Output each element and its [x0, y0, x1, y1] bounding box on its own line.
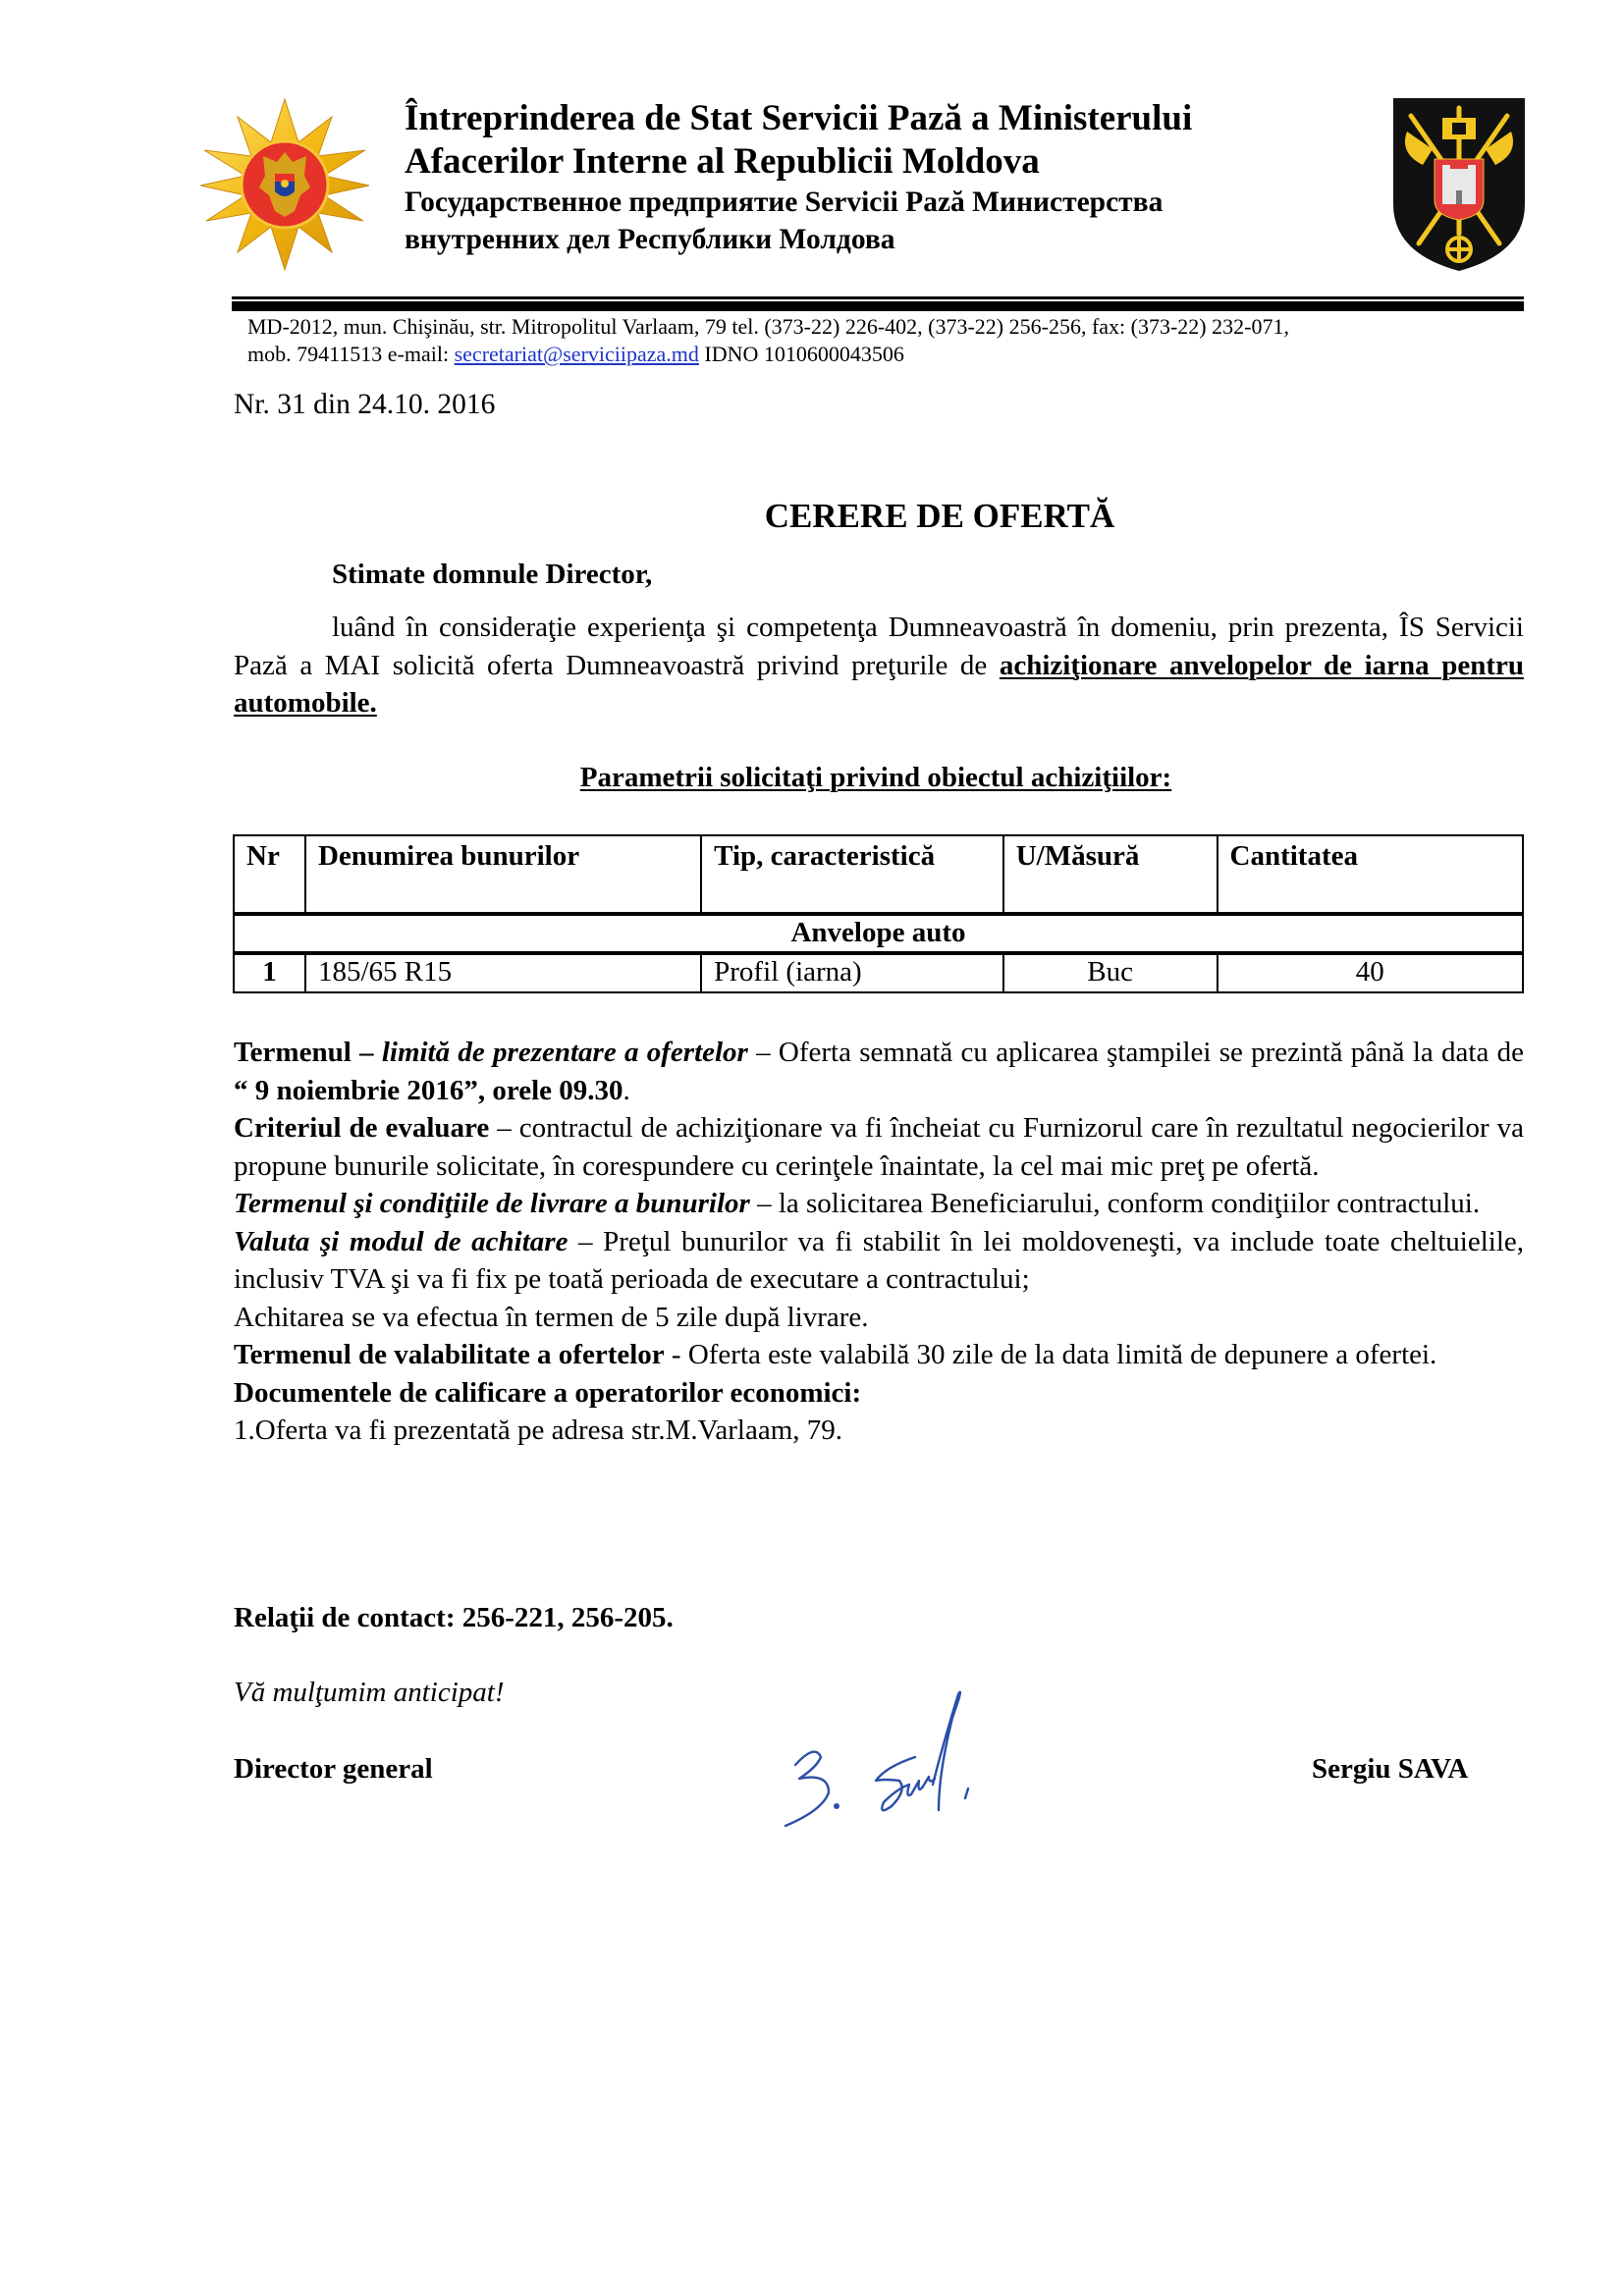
- header-rule-thick: [232, 301, 1524, 311]
- table-section-row: [234, 914, 1523, 953]
- cell-type: Profil (iarna): [701, 953, 1003, 992]
- signer-name: Sergiu SAVA: [1312, 1753, 1469, 1785]
- document-title: CERERE DE OFERTĂ: [764, 497, 1115, 535]
- params-heading-text: Parametrii solicitaţi privind obiectul achiziţiilor:: [579, 762, 1172, 793]
- org-name-ru-line2: внутренних дел Республики Молдова: [405, 224, 895, 255]
- moldova-coat-of-arms-star-icon: [196, 95, 373, 274]
- header-name: Denumirea bunurilor: [305, 835, 701, 914]
- handwritten-signature-icon: [768, 1686, 1023, 1843]
- term-documents-heading: Documentele de calificare a operatorilor economici:: [234, 1376, 862, 1409]
- header-type: Tip, caracteristică: [701, 835, 1003, 914]
- term-deadline: Termenul – limită de prezentare a ofertelor – Oferta semnată cu aplicarea ştampilei se prezintă până la data de “ 9 noiembrie 2016”, orele 09.30.: [234, 1037, 1524, 1106]
- table-header-row: [234, 835, 1523, 914]
- term-documents-item: 1.Oferta va fi prezentată pe adresa str.M.Varlaam, 79.: [234, 1415, 843, 1446]
- contact-mobile: mob. 79411513 e-mail:: [247, 342, 455, 366]
- intro-paragraph: [234, 609, 1524, 722]
- header-nr: Nr: [234, 835, 305, 914]
- term-validity: Termenul de valabilitate a ofertelor - Oferta este valabilă 30 zile de la data limită de depunere a ofertei.: [234, 1339, 1437, 1370]
- term-currency: Valuta şi modul de achitare – Preţul bunurilor va fi stabilit în lei moldoveneşti, va include toate cheltuielile, inclusiv TVA şi va fi fix pe toată perioada de executare a contractului;: [234, 1225, 1524, 1295]
- contact-phones: Relaţii de contact: 256-221, 256-205.: [234, 1602, 674, 1633]
- params-heading: [0, 764, 1624, 792]
- header-rule-thin: [232, 296, 1524, 299]
- signer-role: Director general: [234, 1753, 433, 1785]
- cell-nr: 1: [234, 953, 305, 992]
- org-name-ru-line1: Государственное предприятие Servicii Pază Министерства: [405, 187, 1164, 218]
- intro-subject: achiziţionare anvelopelor de iarna pentru automobile.: [234, 649, 1524, 719]
- intro-text: luând în consideraţie experienţa şi competenţa Dumneavoastră în domeniu, prin prezenta, ÎS Servicii Pază a MAI solicită oferta Dumneavoastră privind preţurile de: [234, 612, 1524, 681]
- heraldic-shield-castle-halberds-icon: [1391, 96, 1527, 273]
- term-delivery: Termenul şi condiţiile de livrare a bunurilor – la solicitarea Beneficiarului, conform condiţiilor contractului.: [234, 1188, 1481, 1219]
- terms-section: [234, 1034, 1524, 1450]
- header-unit: U/Măsură: [1003, 835, 1218, 914]
- term-criteria: Criteriul de evaluare – contractul de achiziţionare va fi încheiat cu Furnizorul care în rezultatul negocierilor va propune bunurile solicitate, în corespundere cu cerinţele înaintate, la cel mai mic preţ pe ofertă.: [234, 1112, 1524, 1182]
- salutation: Stimate domnule Director,: [332, 559, 653, 590]
- contact-email-line: [247, 344, 904, 365]
- specification-table: [233, 834, 1524, 993]
- contact-idno: IDNO 1010600043506: [698, 342, 904, 366]
- cell-name: 185/65 R15: [305, 953, 701, 992]
- term-payment: Achitarea se va efectua în termen de 5 zile după livrare.: [234, 1301, 869, 1333]
- header-quantity: Cantitatea: [1218, 835, 1524, 914]
- document-reference: Nr. 31 din 24.10. 2016: [234, 389, 496, 420]
- section-label: Anvelope auto: [234, 914, 1523, 953]
- org-name-ro-line2: Afacerilor Interne al Republicii Moldova: [405, 141, 1040, 182]
- table-row: [234, 953, 1523, 992]
- thanks-line: Vă mulţumim anticipat!: [234, 1677, 505, 1708]
- contact-address-line: MD-2012, mun. Chişinău, str. Mitropolitul Varlaam, 79 tel. (373-22) 226-402, (373-22) 256-256, fax: (373-22) 232-071,: [247, 314, 1289, 339]
- email-link[interactable]: secretariat@serviciipaza.md: [454, 342, 699, 366]
- cell-unit: Buc: [1003, 953, 1218, 992]
- org-name-ro-line1: Întreprinderea de Stat Servicii Pază a Ministerului: [405, 98, 1193, 138]
- cell-quantity: 40: [1218, 953, 1524, 992]
